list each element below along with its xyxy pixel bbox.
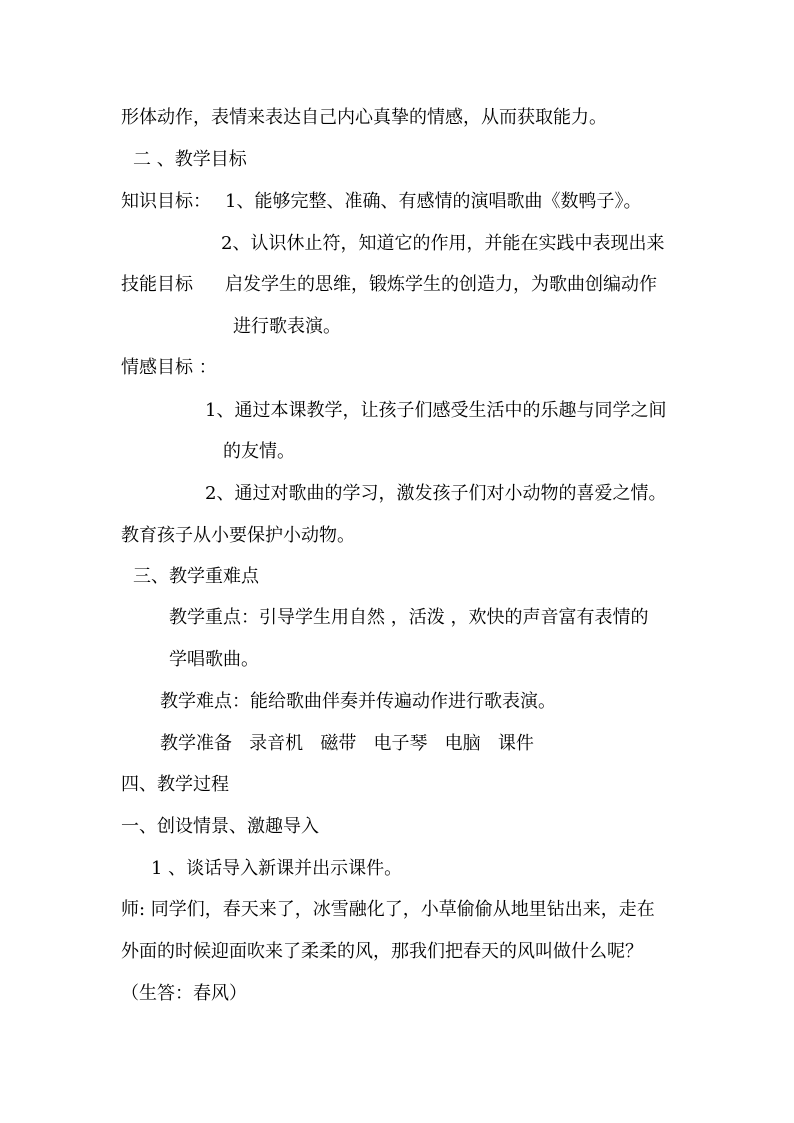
teacher-dialogue-line-2: 外面的时候迎面吹来了柔柔的风，那我们把春天的风叫做什么呢？ (121, 941, 643, 962)
knowledge-goal-line-2: 2、认识休止符，知道它的作用，并能在实践中表现出来 (221, 233, 665, 254)
section-heading-teaching-process: 四、教学过程 (121, 774, 229, 795)
key-point-line-2: 学唱歌曲。 (169, 649, 259, 670)
skill-goal-label: 技能目标 (121, 274, 193, 295)
section-heading-key-points: 三、教学重难点 (133, 566, 259, 587)
knowledge-goal-text: 1、能够完整、准确、有感情的演唱歌曲《数鸭子》。 (225, 191, 642, 212)
emotion-goal-item-2-cont: 教育孩子从小要保护小动物。 (121, 525, 355, 546)
text-line-1: 形体动作，表情来表达自己内心真挚的情感，从而获取能力。 (121, 107, 607, 128)
emotion-goal-item-1: 1、通过本课教学，让孩子们感受生活中的乐趣与同学之间 (205, 400, 667, 421)
emotion-goal-label: 情感目标 ： (121, 357, 217, 378)
intro-step-1: 1 、谈话导入新课并出示课件。 (151, 858, 403, 879)
emotion-goal-item-2: 2、通过对歌曲的学习，激发孩子们对小动物的喜爱之情。 (205, 483, 667, 504)
skill-goal-line (121, 274, 657, 296)
emotion-goal-item-1-cont: 的友情。 (223, 441, 295, 462)
knowledge-goal-label: 知识目标： (121, 191, 211, 212)
knowledge-goal-line (121, 191, 641, 213)
difficult-point-line: 教学难点：能给歌曲伴奏并传遍动作进行歌表演。 (160, 691, 556, 712)
key-point-line: 教学重点：引导学生用自然 ，活泼 ，欢快的声音富有表情的 (169, 607, 649, 628)
student-answer-line: （生答：春风） (121, 983, 247, 1004)
teacher-dialogue-line-1: 师: 同学们，春天来了，冰雪融化了，小草偷偷从地里钻出来，走在 (121, 899, 655, 920)
skill-goal-text: 启发学生的思维，锻炼学生的创造力，为歌曲创编动作 (225, 274, 657, 295)
section-heading-teaching-goals: 二 、教学目标 (133, 149, 247, 170)
skill-goal-line-2: 进行歌表演。 (233, 316, 341, 337)
teaching-preparation-line: 教学准备 录音机 磁带 电子琴 电脑 课件 (160, 733, 534, 754)
subsection-heading-intro: 一、创设情景、激趣导入 (121, 816, 319, 837)
